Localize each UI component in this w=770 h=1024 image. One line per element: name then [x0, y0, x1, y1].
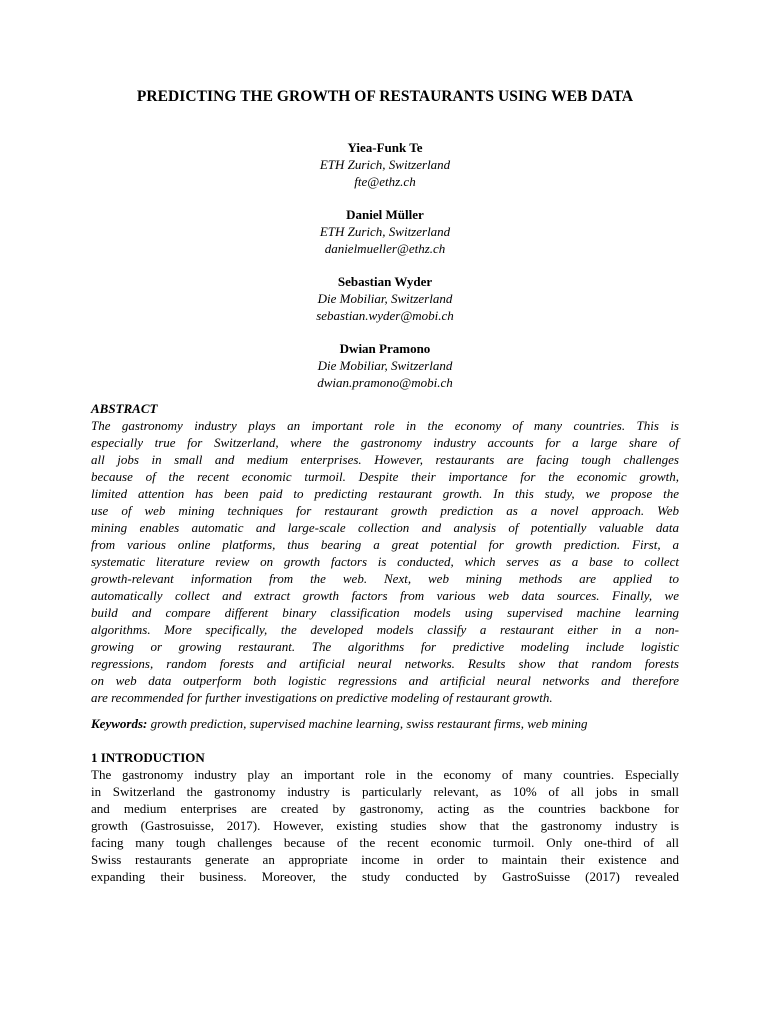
abstract-line: growth-relevant information from the web. Next, web mining methods are applied to — [91, 571, 679, 586]
abstract-line: limited attention has been paid to predicting restaurant growth. In this study, we propose the — [91, 486, 679, 501]
body-line: facing many tough challenges because of the recent economic turmoil. Only one-third of all — [91, 835, 679, 850]
abstract-line: all jobs in small and medium enterprises. However, restaurants are facing tough challenges — [91, 452, 679, 467]
author-name: Daniel Müller — [346, 207, 424, 222]
author-affiliation: ETH Zurich, Switzerland — [319, 224, 451, 239]
paper-page — [91, 86, 679, 885]
body-line: in Switzerland the gastronomy industry is particularly relevant, as 10% of all jobs in small — [91, 784, 679, 799]
abstract-line: The gastronomy industry plays an important role in the economy of many countries. This is — [91, 418, 679, 433]
author-block — [91, 206, 679, 257]
keywords-label: Keywords: — [91, 716, 148, 731]
abstract-line: build and compare different binary classification models using supervised machine learning — [91, 605, 679, 620]
author-block — [91, 273, 679, 324]
abstract-line: automatically collect and extract growth factors from various web data sources. Finally, we — [91, 588, 679, 603]
author-block — [91, 340, 679, 391]
author-affiliation: ETH Zurich, Switzerland — [319, 157, 451, 172]
abstract-line: regressions, random forests and artificial neural networks. Results show that random forests — [91, 656, 679, 671]
author-email: danielmueller@ethz.ch — [324, 241, 446, 256]
abstract — [91, 400, 679, 706]
author-name: Sebastian Wyder — [337, 274, 433, 289]
abstract-line: because of the recent economic turmoil. Despite their importance for the economic growth, — [91, 469, 679, 484]
abstract-line: mining enables automatic and large-scale collection and analysis of potentially valuable data — [91, 520, 679, 535]
abstract-line: especially true for Switzerland, where the gastronomy industry accounts for a large share of — [91, 435, 679, 450]
abstract-line: are recommended for further investigations on predictive modeling of restaurant growth. — [91, 690, 553, 705]
abstract-line: use of web mining techniques for restaurant growth prediction as a novel approach. Web — [91, 503, 679, 518]
body-line: growth (Gastrosuisse, 2017). However, existing studies show that the gastronomy industry is — [91, 818, 679, 833]
abstract-line: systematic literature review on growth factors is conducted, which serves as a base to collect — [91, 554, 679, 569]
author-affiliation: Die Mobiliar, Switzerland — [317, 358, 453, 373]
keywords — [91, 715, 679, 732]
author-block — [91, 139, 679, 190]
author-email: dwian.pramono@mobi.ch — [317, 375, 453, 390]
abstract-line: algorithms. More specifically, the developed models classify a restaurant either in a non- — [91, 622, 679, 637]
abstract-heading: ABSTRACT — [91, 401, 158, 416]
paper-title: PREDICTING THE GROWTH OF RESTAURANTS USING WEB DATA — [136, 88, 634, 105]
author-email: sebastian.wyder@mobi.ch — [316, 308, 454, 323]
author-list — [91, 139, 679, 391]
author-email: fte@ethz.ch — [354, 174, 416, 189]
introduction-section — [91, 749, 679, 885]
body-line: expanding their business. Moreover, the study conducted by GastroSuisse (2017) revealed — [91, 869, 679, 884]
body-line: The gastronomy industry play an important role in the economy of many countries. Especially — [91, 767, 679, 782]
section-heading: 1 INTRODUCTION — [91, 750, 205, 765]
author-name: Dwian Pramono — [339, 341, 431, 356]
abstract-line: growing or growing restaurant. The algorithms for predictive modeling include logistic — [91, 639, 679, 654]
author-name: Yiea-Funk Te — [347, 140, 423, 155]
section-body — [91, 766, 679, 885]
keywords-text: growth prediction, supervised machine learning, swiss restaurant firms, web mining — [150, 716, 588, 731]
abstract-line: from various online platforms, thus bearing a great potential for growth prediction. First, a — [91, 537, 679, 552]
abstract-body — [91, 417, 679, 706]
body-line: Swiss restaurants generate an appropriate income in order to maintain their existence and — [91, 852, 679, 867]
body-line: and medium enterprises are created by gastronomy, acting as the countries backbone for — [91, 801, 679, 816]
abstract-line: on web data outperform both logistic regressions and artificial neural networks and therefore — [91, 673, 679, 688]
author-affiliation: Die Mobiliar, Switzerland — [317, 291, 453, 306]
